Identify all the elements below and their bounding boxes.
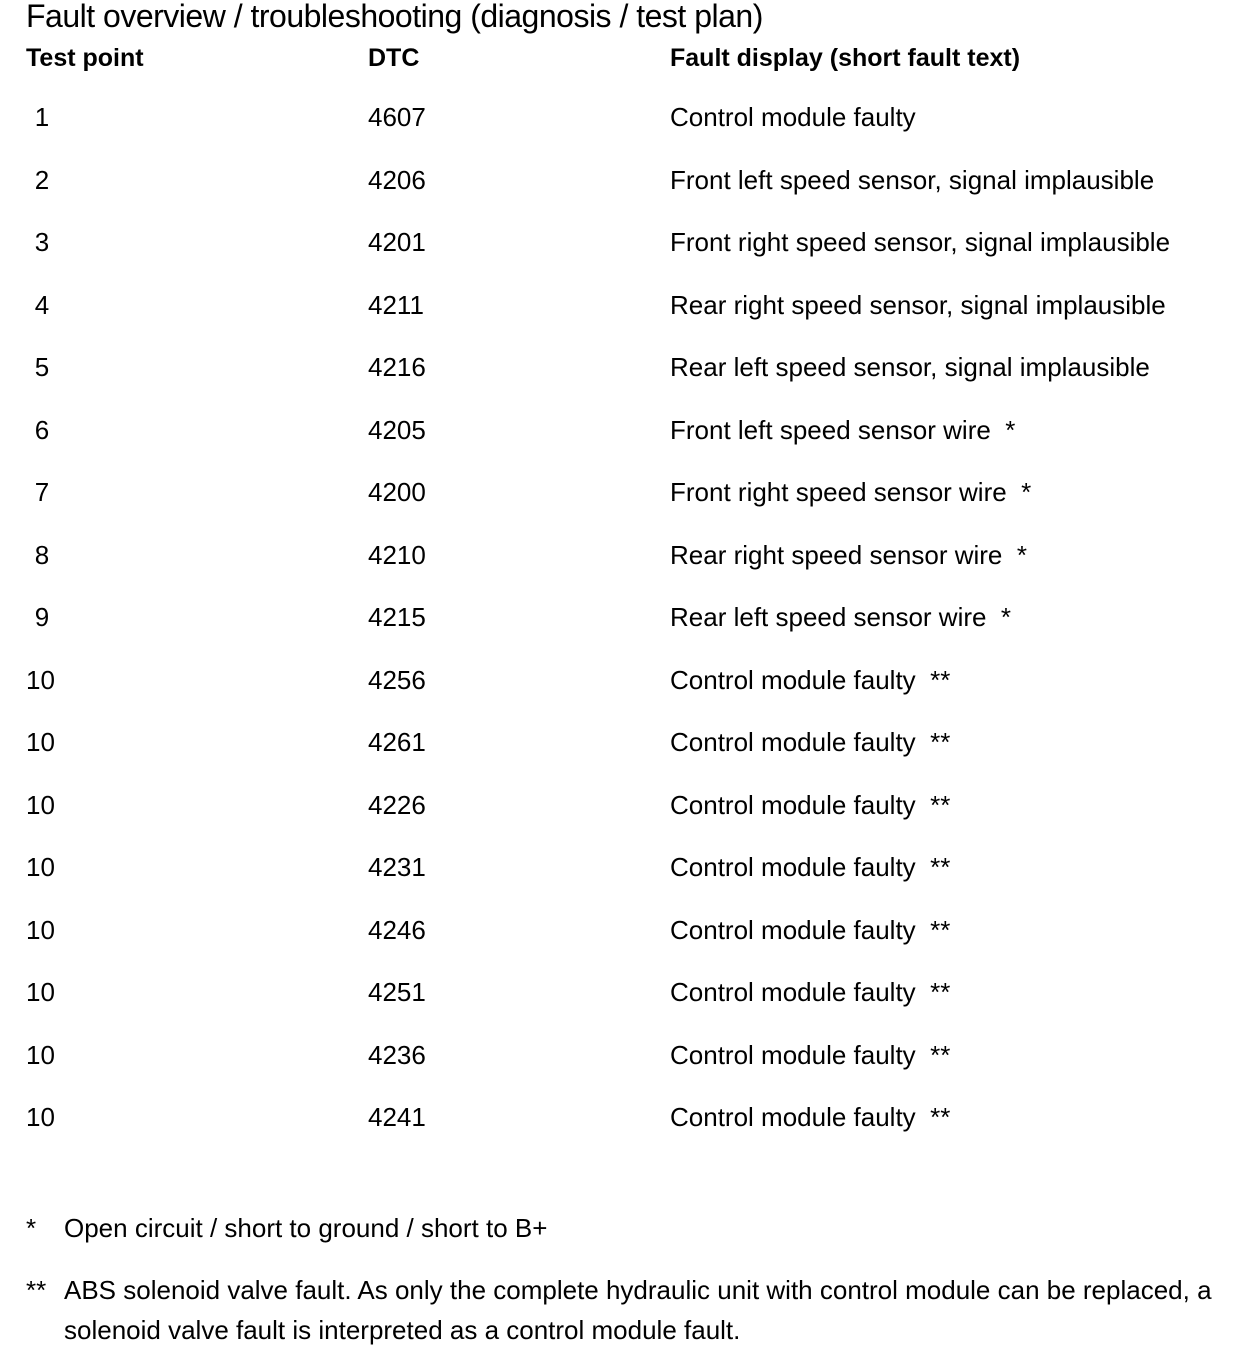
header-dtc: DTC (368, 44, 420, 72)
table-row (26, 334, 1226, 397)
table-row (26, 1084, 1226, 1147)
cell-test-point: 10 (26, 914, 55, 945)
cell-dtc: 4607 (368, 102, 426, 132)
footnote-mark: ** (26, 1275, 47, 1305)
cell-fault-text: Control module faulty ** (670, 1039, 951, 1070)
header-test-point: Test point (26, 44, 144, 72)
footnote-text: Open circuit / short to ground / short to B+ (64, 1213, 548, 1243)
cell-dtc: 4206 (368, 164, 426, 195)
table-row (26, 522, 1226, 585)
cell-dtc: 4200 (368, 477, 426, 507)
table-row (26, 397, 1226, 460)
table-row (26, 147, 1226, 210)
cell-test-point: 10 (26, 977, 55, 1007)
cell-test-point: 1 (34, 102, 50, 132)
cell-dtc: 4210 (368, 539, 426, 570)
cell-fault-text: Control module faulty ** (670, 852, 951, 882)
cell-test-point: 10 (26, 727, 55, 757)
footnote-text: ABS solenoid valve fault. As only the complete hydraulic unit with control module can be replaced, a solenoid valve fault is interpreted as a control module fault. (64, 1275, 1212, 1345)
cell-fault-text: Control module faulty ** (670, 664, 951, 695)
cell-fault-text: Control module faulty (670, 102, 916, 132)
cell-test-point: 4 (34, 289, 50, 320)
cell-fault-text: Rear left speed sensor, signal implausible (670, 352, 1150, 382)
table-row (26, 959, 1226, 1022)
cell-test-point: 10 (26, 789, 55, 820)
cell-dtc: 4251 (368, 977, 426, 1007)
footnote-mark: * (26, 1213, 37, 1243)
cell-test-point: 7 (34, 477, 50, 507)
cell-dtc: 4231 (368, 852, 426, 882)
cell-test-point: 9 (34, 602, 50, 632)
header-fault-display: Fault display (short fault text) (670, 44, 1021, 72)
footnote-single-star (26, 1208, 1226, 1248)
fault-table (26, 44, 1226, 1147)
table-row (26, 1022, 1226, 1085)
table-row (26, 459, 1226, 522)
cell-fault-text: Rear right speed sensor wire * (670, 539, 1027, 570)
cell-fault-text: Control module faulty ** (670, 977, 951, 1007)
cell-fault-text: Rear left speed sensor wire * (670, 602, 1012, 632)
cell-test-point: 6 (34, 414, 50, 445)
cell-test-point: 10 (26, 1102, 55, 1132)
cell-dtc: 4226 (368, 789, 426, 820)
table-row (26, 709, 1226, 772)
cell-test-point: 3 (34, 227, 50, 257)
cell-dtc: 4201 (368, 227, 426, 257)
cell-test-point: 10 (26, 852, 55, 882)
table-row (26, 897, 1226, 960)
cell-fault-text: Control module faulty ** (670, 789, 951, 820)
cell-fault-text: Front left speed sensor wire * (670, 414, 1016, 445)
table-row (26, 772, 1226, 835)
cell-fault-text: Front right speed sensor wire * (670, 477, 1032, 507)
cell-fault-text: Front right speed sensor, signal implausible (670, 227, 1171, 257)
cell-dtc: 4261 (368, 727, 426, 757)
cell-fault-text: Control module faulty ** (670, 1102, 951, 1132)
cell-test-point: 10 (26, 1039, 55, 1070)
table-row (26, 834, 1226, 897)
cell-test-point: 5 (34, 352, 50, 382)
cell-test-point: 2 (34, 164, 50, 195)
table-row (26, 209, 1226, 272)
cell-dtc: 4246 (368, 914, 426, 945)
footnotes (26, 1208, 1226, 1372)
page-title: Fault overview / troubleshooting (diagnosis / test plan) (26, 0, 763, 34)
table-row (26, 647, 1226, 710)
cell-fault-text: Front left speed sensor, signal implausible (670, 164, 1155, 195)
table-row (26, 84, 1226, 147)
cell-dtc: 4256 (368, 664, 426, 695)
cell-test-point: 8 (34, 539, 50, 570)
cell-fault-text: Control module faulty ** (670, 727, 951, 757)
cell-fault-text: Control module faulty ** (670, 914, 951, 945)
table-row (26, 272, 1226, 335)
table-header (26, 44, 1226, 84)
cell-fault-text: Rear right speed sensor, signal implausible (670, 289, 1166, 320)
table-row (26, 584, 1226, 647)
cell-test-point: 10 (26, 664, 55, 695)
cell-dtc: 4215 (368, 602, 426, 632)
cell-dtc: 4241 (368, 1102, 426, 1132)
cell-dtc: 4236 (368, 1039, 426, 1070)
cell-dtc: 4211 (368, 289, 424, 320)
cell-dtc: 4205 (368, 414, 426, 445)
cell-dtc: 4216 (368, 352, 426, 382)
footnote-double-star (26, 1270, 1226, 1350)
